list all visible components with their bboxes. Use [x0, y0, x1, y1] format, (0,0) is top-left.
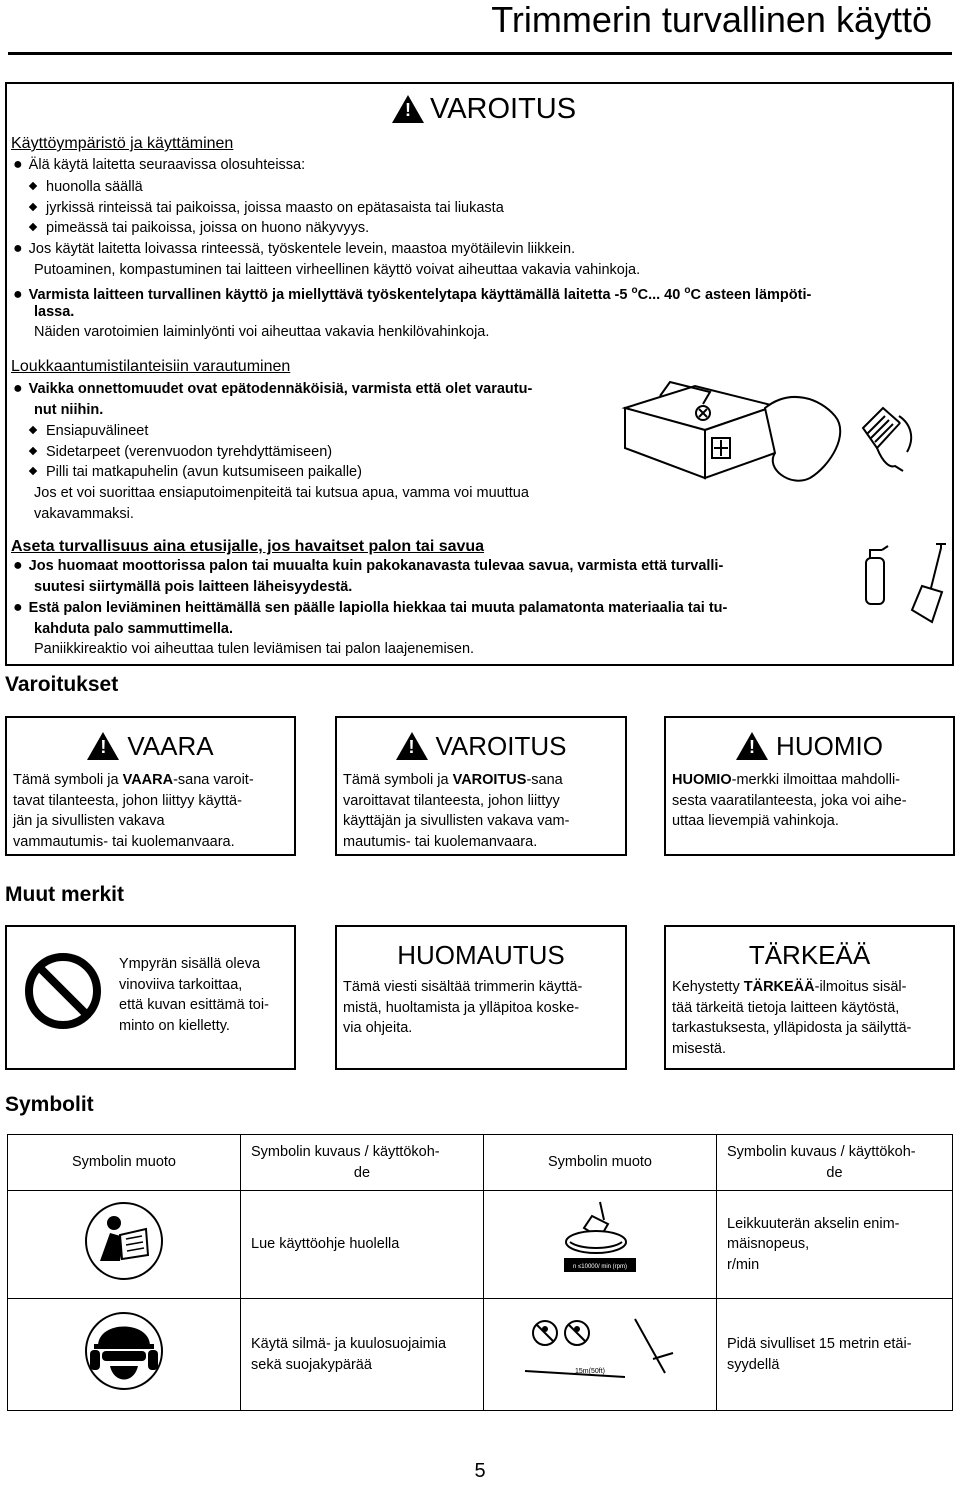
- list-item: ● Estä palon leviäminen heittämällä sen päälle lapiolla hiekkaa tai muuta palamatonta materiaalia tai tu-: [13, 599, 728, 616]
- section-title-first-aid: Loukkaantumistilanteisiin varautuminen: [11, 358, 291, 375]
- list-item: Sidetarpeet (verenvuodon tyrehdyttämiseen): [27, 442, 332, 463]
- keep-distance-icon: [515, 1311, 685, 1391]
- description-cell: Pidä sivulliset 15 metrin etäi- syydellä: [717, 1299, 953, 1411]
- paragraph: suutesi siirtymällä pois laitteen läheisyydestä.: [34, 579, 353, 595]
- symbolit-heading: Symbolit: [5, 1093, 94, 1116]
- list-item: Ensiapuvälineet: [27, 421, 148, 442]
- warning-triangle-icon: !: [392, 95, 424, 123]
- circle-bullet-icon: ●: [13, 599, 23, 616]
- diamond-bullet-icon: [29, 447, 37, 455]
- warning-triangle-icon: !: [736, 732, 768, 760]
- header-cell: Symbolin muoto: [8, 1135, 241, 1191]
- huomautus-title: HUOMAUTUS: [397, 940, 565, 970]
- list-item: ● Älä käytä laitetta seuraavissa olosuhteissa:: [13, 156, 306, 173]
- list-item: ● Vaikka onnettomuudet ovat epätodennäköisiä, varmista että olet varautu-: [13, 380, 533, 397]
- list-item: ● Jos käytät laitetta loivassa rinteessä, työskentele levein, maastoa myötäilevin liikkein.: [13, 240, 576, 257]
- paragraph: kahduta palo sammuttimella.: [34, 621, 234, 637]
- table-row: [8, 1299, 953, 1411]
- diamond-bullet-icon: [29, 223, 37, 231]
- header-cell: Symbolin kuvaus / käyttökoh- de: [717, 1135, 953, 1191]
- circle-bullet-icon: ●: [13, 557, 23, 574]
- svg-text:15m(50ft): 15m(50ft): [575, 1368, 605, 1376]
- description-cell: Leikkuuterän akselin enim- mäisnopeus, r/min: [717, 1191, 953, 1299]
- list-item: pimeässä tai paikoissa, joissa on huono näkyvyys.: [27, 218, 369, 239]
- paragraph: Paniikkireaktio voi aiheuttaa tulen leviämisen tai palon laajenemisen.: [34, 641, 475, 657]
- blade-speed-icon: [560, 1196, 640, 1286]
- circle-bullet-icon: ●: [13, 156, 23, 173]
- list-item: ● Jos huomaat moottorissa palon tai muualta kuin pakokanavasta tulevaa savua, varmista että turvalli-: [13, 557, 724, 574]
- huomio-box: ! HUOMIO HUOMIO-merkki ilmoittaa mahdolli- sesta vaaratilanteesta, joka voi aihe- uttaa lievempiä vahinkoja.: [664, 716, 955, 856]
- symbol-cell: [484, 1299, 717, 1411]
- prohibition-box: Ympyrän sisällä oleva vinoviiva tarkoittaa, että kuvan esittämä toi- minto on kielletty.: [5, 925, 296, 1070]
- diamond-bullet-icon: [29, 203, 37, 211]
- paragraph: vakavammaksi.: [34, 506, 134, 522]
- svg-text:n ≤10000/ min (rpm): n ≤10000/ min (rpm): [573, 1264, 627, 1271]
- description-cell: Käytä silmä- ja kuulosuojaimia sekä suojakypärää: [241, 1299, 484, 1411]
- section-title-environment: Käyttöympäristö ja käyttäminen: [11, 135, 234, 152]
- title-rule: [8, 52, 952, 55]
- description-cell: Lue käyttöohje huolella: [241, 1191, 484, 1299]
- page-title: Trimmerin turvallinen käyttö: [491, 0, 932, 40]
- symbol-cell: [8, 1191, 241, 1299]
- warning-heading: ! VAROITUS: [392, 92, 576, 126]
- varoitus-box: ! VAROITUS Tämä symboli ja VAROITUS-sana varoittavat tilanteesta, johon liittyy käyttäjän ja sivullisten vakava vam- mautumis- tai kuolemanvaara.: [335, 716, 627, 856]
- huomautus-box: HUOMAUTUS Tämä viesti sisältää trimmerin käyttä- mistä, huoltamista ja ylläpitoa koske- via ohjeita.: [335, 925, 627, 1070]
- extinguisher-and-shovel-illustration: [856, 540, 951, 630]
- huomio-title: ! HUOMIO: [666, 731, 953, 761]
- circle-bullet-icon: ●: [13, 240, 23, 257]
- section-title-fire: Aseta turvallisuus aina etusijalle, jos havaitset palon tai savua: [11, 538, 485, 555]
- warning-triangle-icon: !: [396, 732, 428, 760]
- vaara-title: ! VAARA: [7, 731, 294, 761]
- muut-merkit-heading: Muut merkit: [5, 883, 125, 906]
- circle-bullet-icon: ●: [13, 380, 23, 397]
- varoitus-title: ! VAROITUS: [337, 731, 625, 761]
- list-item: ● Varmista laitteen turvallinen käyttö ja miellyttävä työskentelytapa käyttämällä laitetta -5 $^o$C... 40 $^o$C asteen lämpöti-: [13, 285, 812, 303]
- list-item: Pilli tai matkapuhelin (avun kutsumiseen paikalle): [27, 462, 362, 483]
- prohibition-icon: [23, 951, 103, 1031]
- header-cell: Symbolin kuvaus / käyttökoh- de: [241, 1135, 484, 1191]
- page-number: 5: [474, 1460, 486, 1482]
- header-cell: Symbolin muoto: [484, 1135, 717, 1191]
- paragraph: Putoaminen, kompastuminen tai laitteen virheellinen käyttö voivat aiheuttaa vakavia vahinkoja.: [34, 262, 641, 278]
- protective-gear-icon: [84, 1306, 164, 1396]
- symbol-cell: [484, 1191, 717, 1299]
- diamond-bullet-icon: [29, 467, 37, 475]
- first-aid-kit-illustration: [615, 368, 940, 508]
- table-row: [8, 1135, 953, 1191]
- diamond-bullet-icon: [29, 426, 37, 434]
- circle-bullet-icon: ●: [13, 285, 23, 303]
- symbol-table: [7, 1134, 953, 1411]
- paragraph: Näiden varotoimien laiminlyönti voi aiheuttaa vakavia henkilövahinkoja.: [34, 324, 490, 340]
- read-manual-icon: [84, 1201, 164, 1281]
- diamond-bullet-icon: [29, 182, 37, 190]
- warning-triangle-icon: !: [87, 732, 119, 760]
- paragraph: Jos et voi suorittaa ensiaputoimenpiteitä tai kutsua apua, vamma voi muuttua: [34, 485, 529, 501]
- paragraph: nut niihin.: [34, 402, 104, 418]
- list-item: jyrkissä rinteissä tai paikoissa, joissa maasto on epätasaista tai liukasta: [27, 198, 504, 219]
- varoitukset-heading: Varoitukset: [5, 673, 119, 696]
- vaara-box: ! VAARA Tämä symboli ja VAARA-sana varoit- tavat tilanteesta, johon liittyy käyttä- jän ja sivullisten vakava vammautumis- tai kuolemanvaara.: [5, 716, 296, 856]
- table-row: [8, 1191, 953, 1299]
- list-item: huonolla säällä: [27, 177, 143, 198]
- tarkeaa-title: TÄRKEÄÄ: [748, 940, 871, 970]
- symbol-cell: [8, 1299, 241, 1411]
- paragraph: lassa.: [34, 304, 75, 320]
- tarkeaa-box: TÄRKEÄÄ Kehystetty TÄRKEÄÄ-ilmoitus sisäl- tää tärkeitä tietoja laitteen käytöstä, tarkastuksesta, ylläpidosta ja säilyttä- misestä.: [664, 925, 955, 1070]
